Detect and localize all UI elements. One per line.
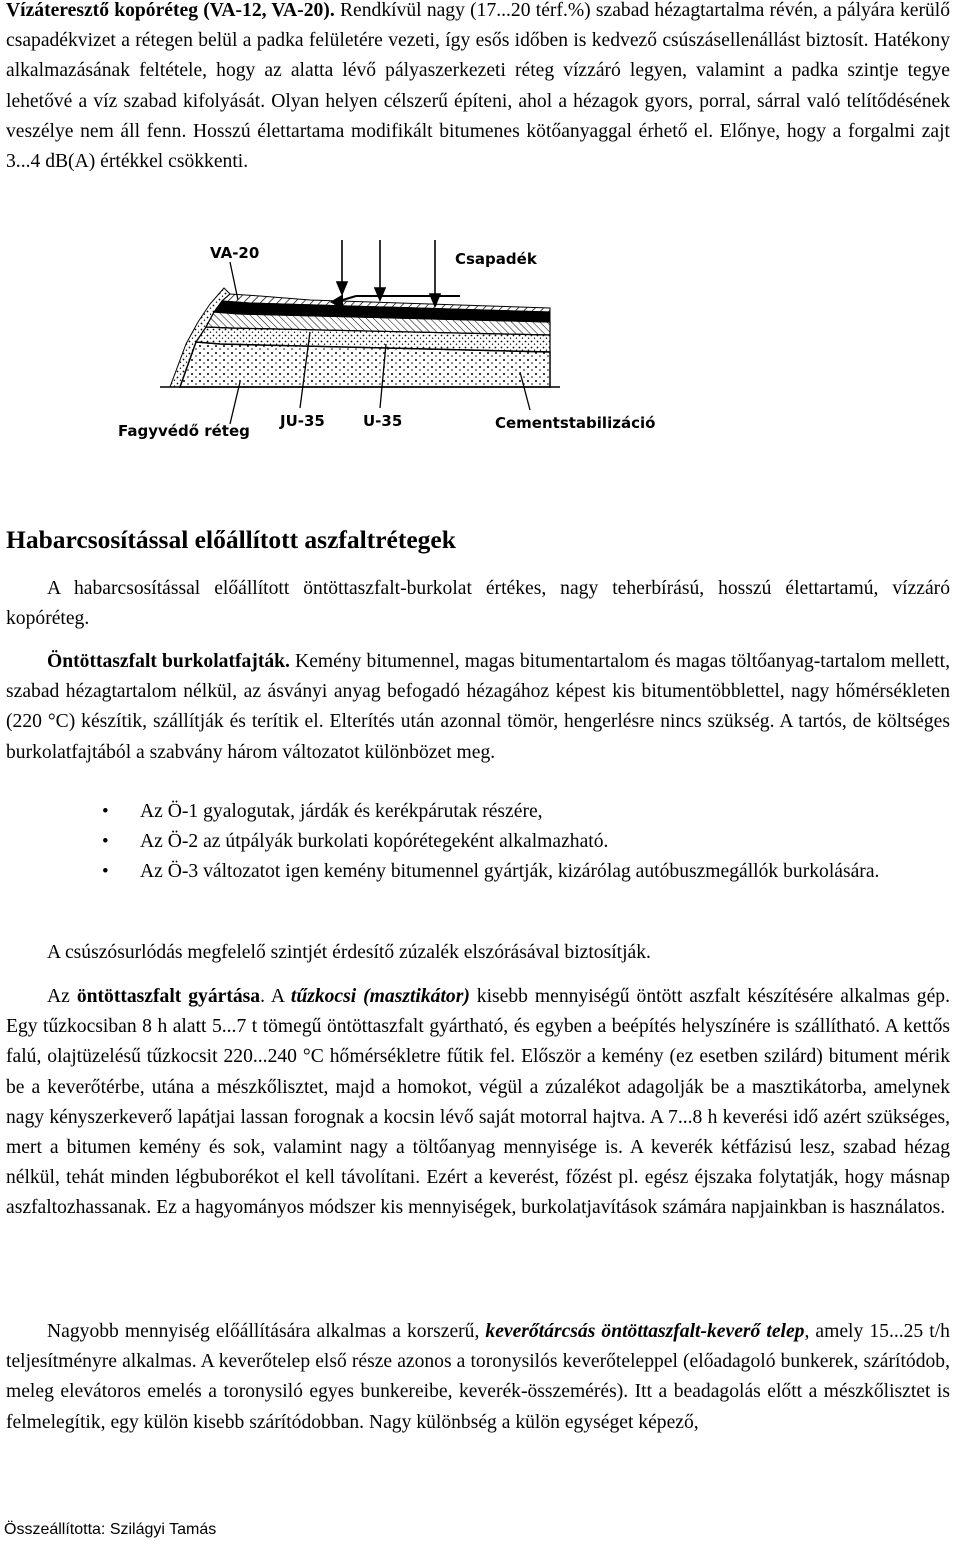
bullet-icon: • (102, 831, 109, 853)
list-item: • Az Ö-3 változatot igen kemény bitumennel gyártják, kizárólag autóbuszmegállók burkolására. (0, 857, 950, 887)
label-csapadek: Csapadék (455, 250, 537, 268)
masztikator-term: tűzkocsi (masztikátor) (290, 986, 470, 1007)
list-item: • Az Ö-1 gyalogutak, járdák és kerékpárutak részére, (0, 797, 950, 827)
label-u35: U-35 (363, 412, 403, 430)
types-text: Kemény bitumennel, magas bitumentartalom és magas töltőanyag-tartalom mellett, szabad hézagtartalom nélkül, az ásványi anyag befogadó hézagához képest kis bitumentöbblettel, nagy hőmérsékleten (220 °C) készítik, szállítják és terítik el. Elterítés után azonnal tömör, hengerlésre nincs szükség. A tartós, de költséges burkolatfajtából a szabvány három változatot különbözet meg. (6, 651, 951, 763)
label-fagyvedo: Fagyvédő réteg (118, 422, 250, 440)
bullet-icon: • (102, 861, 109, 883)
plant-term: keverőtárcsás öntöttaszfalt-keverő telep (485, 1321, 805, 1342)
intro-paragraph (6, 0, 950, 177)
bullet-icon: • (102, 801, 109, 822)
plant-paragraph: Nagyobb mennyiség előállítására alkalmas a korszerű, keverőtárcsás öntöttaszfalt-keverő telep, amely 15...25 t/h teljesítményre alkalmas. A keverőtelep első része azonos a toronysilós keverőteleppel (előadagoló bunkerek, szárítódob, meleg elevátoros emelés a toronysiló egyes bunkereibe, keverék-összemérés). Itt a beadagolás előtt a mészkőlisztet is felmelegítik, egy külön kisebb szárítódobban. Nagy különbség a külön egységet képező, (6, 1321, 950, 1433)
label-ju35: JU-35 (280, 412, 325, 430)
types-paragraph (6, 647, 950, 768)
label-cementstabilizacio: Cementstabilizáció (495, 414, 656, 432)
section-heading: Habarcsosítással előállított aszfaltrétegek (6, 525, 456, 554)
list-item: • Az Ö-2 az útpályák burkolati kopórétegeként alkalmazható. (0, 827, 950, 857)
types-title: Öntöttaszfalt burkolatfajták. (47, 651, 290, 672)
production-term: öntöttaszfalt gyártása (76, 986, 261, 1007)
pavement-cross-section-figure (110, 232, 670, 452)
section-intro-paragraph: A habarcsosítással előállított öntöttaszfalt-burkolat értékes, nagy teherbírású, hosszú élettartamú, vízzáró kopóréteg. (6, 578, 950, 630)
slip-paragraph: A csúszósurlódás megfelelő szintjét érdesítő zúzalék elszórásával biztosítják. (47, 942, 651, 963)
variant-list (0, 797, 950, 888)
intro-text: Rendkívül nagy (17...20 térf.%) szabad hézagtartalma révén, a pályára kerülő csapadékvizet a rétegen belül a padka felületére vezeti, így esős időben is kedvező csúszásellenállást biztosít. Hatékony alkalmazásának feltétele, hogy az alatta lévő pályaszerkezeti réteg vízzáró legyen, valamint a padka szintje tegye lehetővé a víz szabad kifolyását. Olyan helyen célszerű építeni, ahol a hézagok gyors, porral, sárral való telítődésének veszélye nem áll fenn. Hosszú élettartama modifikált bitumenes kötőanyaggal érhető el. Előnye, hogy a forgalmi zajt 3...4 dB(A) értékkel csökkenti. (6, 0, 951, 173)
page-footer: Összeállította: Szilágyi Tamás (4, 1521, 217, 1538)
cross-section-drawing (110, 232, 670, 452)
intro-title: Vízáteresztő kopóréteg (VA-12, VA-20). (6, 0, 335, 21)
label-va20: VA-20 (210, 244, 260, 262)
production-paragraph: Az öntöttaszfalt gyártása. A tűzkocsi (masztikátor) kisebb mennyiségű öntött aszfalt készítésére alkalmas gép. Egy tűzkocsiban 8 h alatt 5...7 t tömegű öntöttaszfalt gyártható, és egyben a beépítés helyszínére is szállítható. A kettős falú, olajtüzelésű tűzkocsit 220...240 °C hőmérsékletre fűtik fel. Először a kemény (ez esetben szilárd) bitument mérik be a keverőtérbe, utána a mészkőlisztet, majd a homokot, végül a zúzalékot adagolják be a masztikátorba, amelynek nagy kényszerkeverő lapátjai lassan forognak a kocsin lévő saját motorral hajtva. A 7...8 h keverési idő azért szükséges, mert a bitumen kemény és sok, valamint nagy a töltőanyag mennyisége is. A keverék kétfázisú lesz, szabad hézag nélkül, tehát minden légbuborékot el kell távolítani. Ezért a keverést, főzést pl. egész éjszaka folytatják, hogy másnap aszfaltozhassanak. Ez a hagyományos módszer kis mennyiségek, burkolatjavítások számára napjainkban is használatos. (6, 986, 950, 1219)
